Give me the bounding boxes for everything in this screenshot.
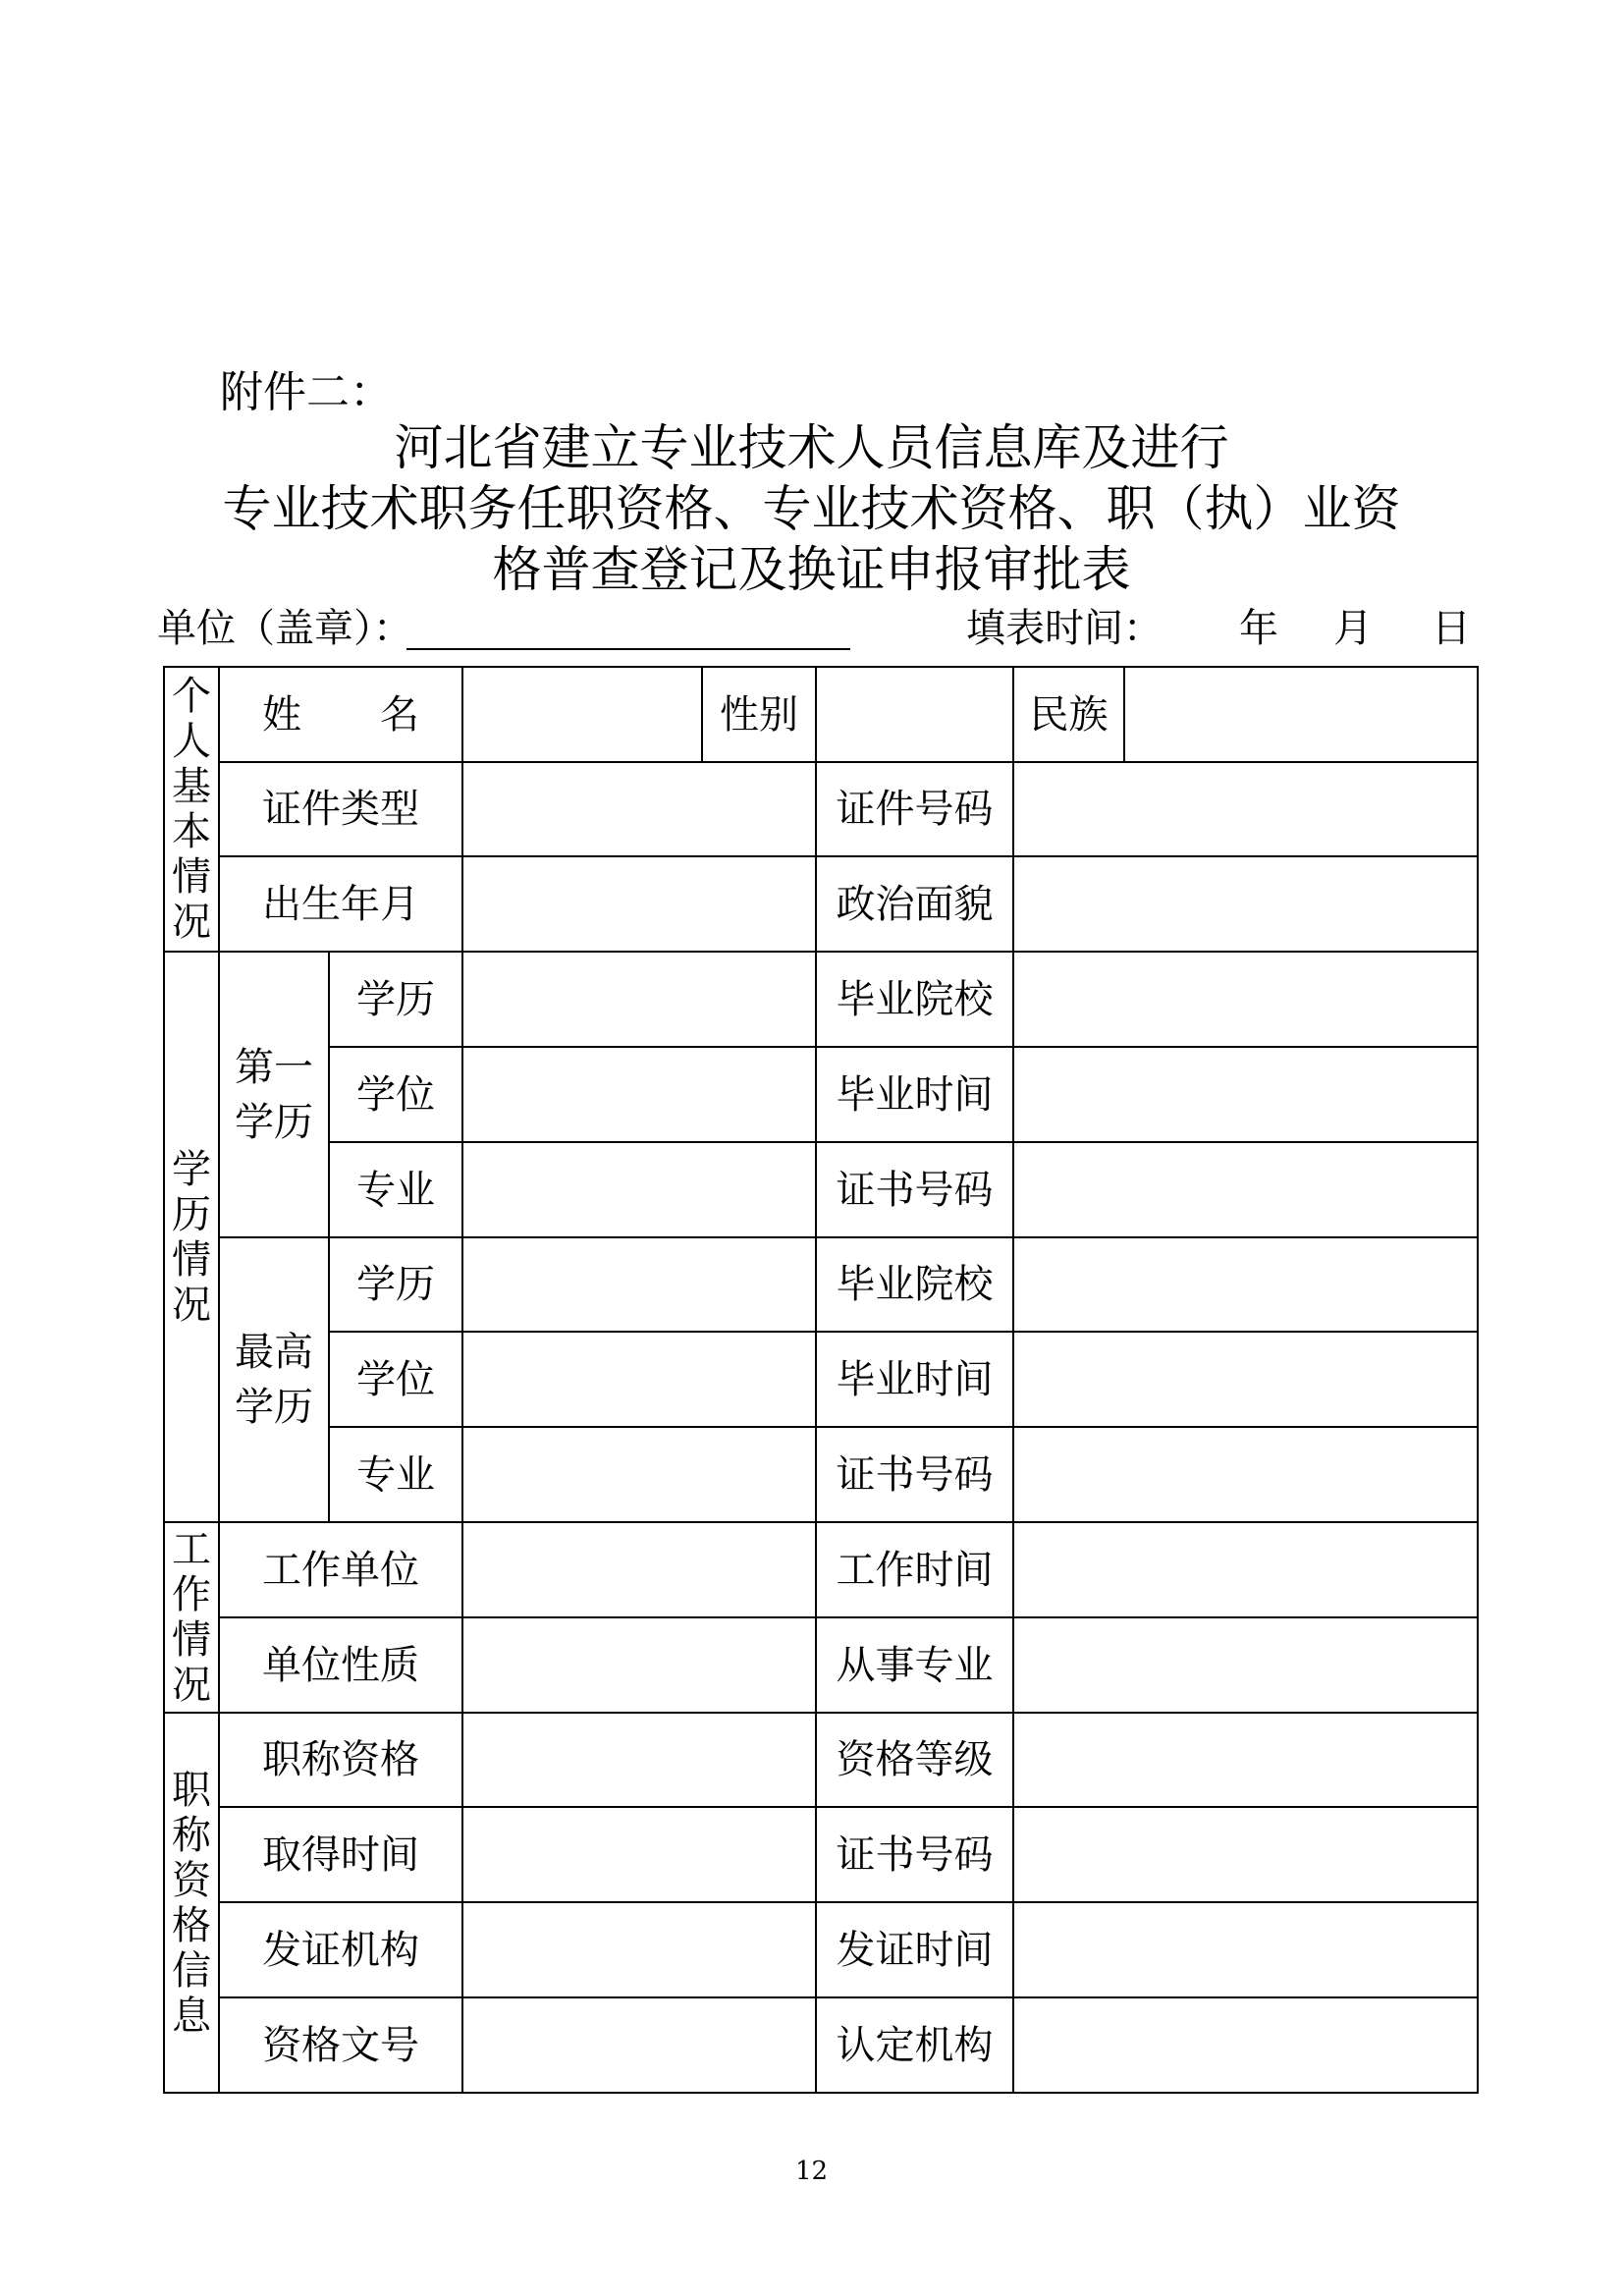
work-time-input[interactable] <box>1014 1523 1477 1616</box>
specialty-label: 从事专业 <box>836 1642 994 1688</box>
page-number: 12 <box>794 2157 829 2186</box>
obtained-time-input[interactable] <box>463 1808 815 1901</box>
section-title-qualification <box>165 1714 218 2092</box>
employer-label: 工作单位 <box>262 1547 419 1593</box>
attachment-label: 附件二： <box>220 367 393 417</box>
table-border-bottom <box>163 2092 1479 2094</box>
highest-cert-no-input[interactable] <box>1014 1428 1477 1521</box>
highest-degree-level-input[interactable] <box>463 1238 815 1331</box>
highest-grad-time-label: 毕业时间 <box>836 1356 994 1402</box>
birth-label: 出生年月 <box>262 881 419 927</box>
issuer-label: 发证机构 <box>262 1927 419 1973</box>
qualification-grade-input[interactable] <box>1014 1714 1477 1806</box>
certifier-input[interactable] <box>1014 1998 1477 2092</box>
first-grad-time-input[interactable] <box>1014 1048 1477 1141</box>
first-degree-input[interactable] <box>463 1048 815 1141</box>
section-education-text: 学历情况 <box>172 1146 211 1328</box>
work-time-label: 工作时间 <box>836 1547 994 1593</box>
form-title-line-1: 河北省建立专业技术人员信息库及进行 <box>394 419 1229 476</box>
section-title-qualification-text: 职称资格信息 <box>172 1767 211 2039</box>
first-degree-level-input[interactable] <box>463 953 815 1046</box>
day-label: 日 <box>1432 606 1471 651</box>
issue-time-label: 发证时间 <box>836 1927 994 1973</box>
politics-input[interactable] <box>1014 857 1477 951</box>
qualification-cert-no-label: 证书号码 <box>836 1831 994 1878</box>
section-education <box>165 953 218 1521</box>
first-cert-no-label: 证书号码 <box>836 1167 994 1213</box>
gender-label: 性别 <box>720 691 798 738</box>
first-degree-group <box>220 953 328 1237</box>
name-label: 姓 名 <box>262 691 419 738</box>
highest-degree-group <box>220 1237 328 1521</box>
highest-major-input[interactable] <box>463 1428 815 1521</box>
highest-cert-no-label: 证书号码 <box>836 1451 994 1498</box>
qualification-grade-label: 资格等级 <box>836 1737 994 1782</box>
gender-input[interactable] <box>817 668 1012 761</box>
id-number-label: 证件号码 <box>836 787 994 832</box>
highest-degree-input[interactable] <box>463 1333 815 1426</box>
highest-grad-time-input[interactable] <box>1014 1333 1477 1426</box>
highest-major-label: 专业 <box>356 1451 435 1498</box>
highest-school-label: 毕业院校 <box>836 1262 994 1307</box>
highest-degree-label-cell: 学位 <box>356 1356 435 1402</box>
first-school-label: 毕业院校 <box>836 976 994 1022</box>
obtained-time-label: 取得时间 <box>262 1831 419 1878</box>
year-label: 年 <box>1239 606 1278 651</box>
first-cert-no-input[interactable] <box>1014 1143 1477 1236</box>
issue-time-input[interactable] <box>1014 1903 1477 1996</box>
qualification-cert-no-input[interactable] <box>1014 1808 1477 1901</box>
employer-input[interactable] <box>463 1523 815 1616</box>
unit-nature-label: 单位性质 <box>262 1642 419 1688</box>
section-personal-text: 个人基本情况 <box>172 674 211 945</box>
issuer-input[interactable] <box>463 1903 815 1996</box>
section-personal <box>165 668 218 951</box>
first-degree-label-cell: 学位 <box>356 1071 435 1118</box>
section-work <box>165 1523 218 1712</box>
doc-no-input[interactable] <box>463 1998 815 2092</box>
birth-input[interactable] <box>463 857 815 951</box>
section-work-text: 工作情况 <box>172 1527 211 1708</box>
highest-school-input[interactable] <box>1014 1238 1477 1331</box>
ethnicity-input[interactable] <box>1125 668 1477 761</box>
first-degree-level-label: 学历 <box>356 976 435 1022</box>
unit-nature-input[interactable] <box>463 1618 815 1712</box>
qualification-title-label: 职称资格 <box>262 1737 419 1782</box>
id-type-label: 证件类型 <box>262 787 419 832</box>
form-title-line-2: 专业技术职务任职资格、专业技术资格、职（执）业资 <box>222 480 1401 537</box>
id-type-input[interactable] <box>463 763 815 855</box>
doc-no-label: 资格文号 <box>262 2022 419 2068</box>
certifier-label: 认定机构 <box>836 2022 994 2068</box>
specialty-input[interactable] <box>1014 1618 1477 1712</box>
first-major-label: 专业 <box>356 1167 435 1213</box>
first-grad-time-label: 毕业时间 <box>836 1071 994 1118</box>
ethnicity-label: 民族 <box>1029 691 1109 738</box>
highest-degree-level-label: 学历 <box>356 1262 435 1307</box>
unit-seal-input[interactable] <box>406 648 850 650</box>
qualification-title-input[interactable] <box>463 1714 815 1806</box>
form-title-line-3: 格普查登记及换证申报审批表 <box>492 541 1131 598</box>
name-input[interactable] <box>463 668 701 761</box>
first-degree-label: 第一学历 <box>235 1045 313 1145</box>
id-number-input[interactable] <box>1014 763 1477 855</box>
first-school-input[interactable] <box>1014 953 1477 1046</box>
table-border-right <box>1477 666 1479 2094</box>
first-major-input[interactable] <box>463 1143 815 1236</box>
politics-label: 政治面貌 <box>836 881 994 927</box>
fill-time-label: 填表时间： <box>966 606 1163 651</box>
month-label: 月 <box>1333 606 1373 651</box>
highest-degree-label: 最高学历 <box>235 1329 313 1430</box>
unit-seal-label: 单位（盖章）： <box>157 606 412 651</box>
